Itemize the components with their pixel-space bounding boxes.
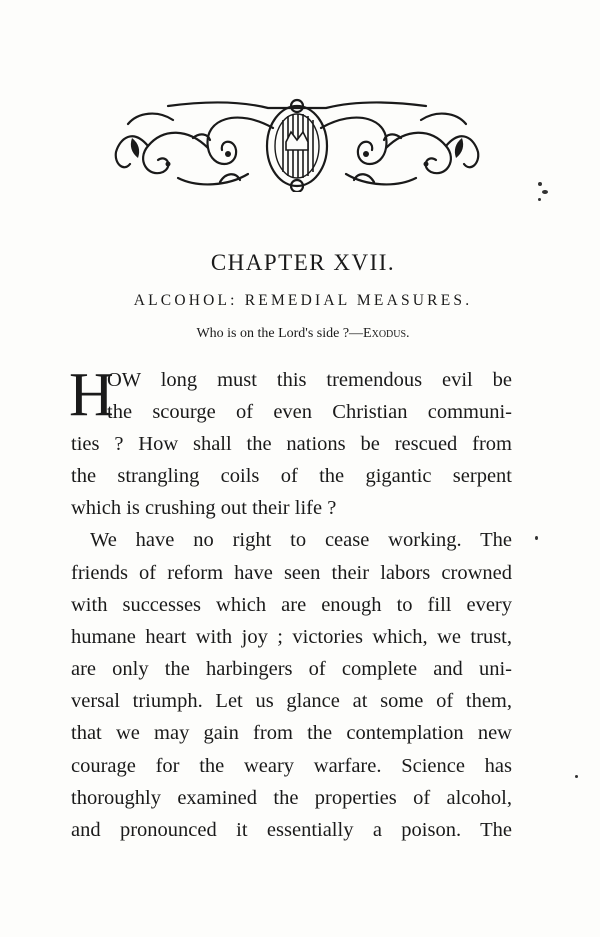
epigraph-source: Exodus. bbox=[363, 326, 410, 341]
chapter-heading: CHAPTER XVII. bbox=[210, 250, 396, 275]
body-line: friends of reform have seen their labors crowned bbox=[71, 562, 512, 584]
body-line: and pronounced it essentially a poison. The bbox=[71, 819, 512, 841]
floral-headpiece-icon bbox=[108, 98, 486, 192]
epigraph-quote: Who is on the Lord's side ?— bbox=[196, 326, 364, 341]
body-line: are only the harbingers of complete and uni- bbox=[71, 658, 512, 680]
body-line: the strangling coils of the gigantic serpent bbox=[71, 465, 512, 487]
ink-speck bbox=[535, 536, 538, 540]
body-line: ties ? How shall the nations be rescued from bbox=[71, 433, 512, 455]
body-line: versal triumph. Let us glance at some of them, bbox=[71, 690, 512, 712]
body-line: courage for the weary warfare. Science has bbox=[71, 755, 512, 777]
body-line: the scourge of even Christian communi- bbox=[107, 401, 512, 423]
chapter-subtitle: ALCOHOL: REMEDIAL MEASURES. bbox=[133, 292, 473, 309]
ink-speck bbox=[575, 775, 578, 778]
body-line: humane heart with joy ; victories which, we trust, bbox=[71, 626, 512, 648]
ink-speck bbox=[538, 182, 542, 186]
body-line: which is crushing out their life ? bbox=[71, 497, 337, 519]
body-line: that we may gain from the contemplation new bbox=[71, 722, 512, 744]
body-line: thoroughly examined the properties of alcohol, bbox=[71, 787, 512, 809]
ink-speck bbox=[542, 190, 548, 194]
body-line: OW long must this tremendous evil be bbox=[107, 369, 512, 391]
epigraph bbox=[0, 326, 600, 342]
ink-speck bbox=[538, 198, 541, 201]
body-line: with successes which are enough to fill every bbox=[71, 594, 512, 616]
body-line: We have no right to cease working. The bbox=[90, 529, 512, 551]
drop-cap: H bbox=[69, 361, 114, 429]
